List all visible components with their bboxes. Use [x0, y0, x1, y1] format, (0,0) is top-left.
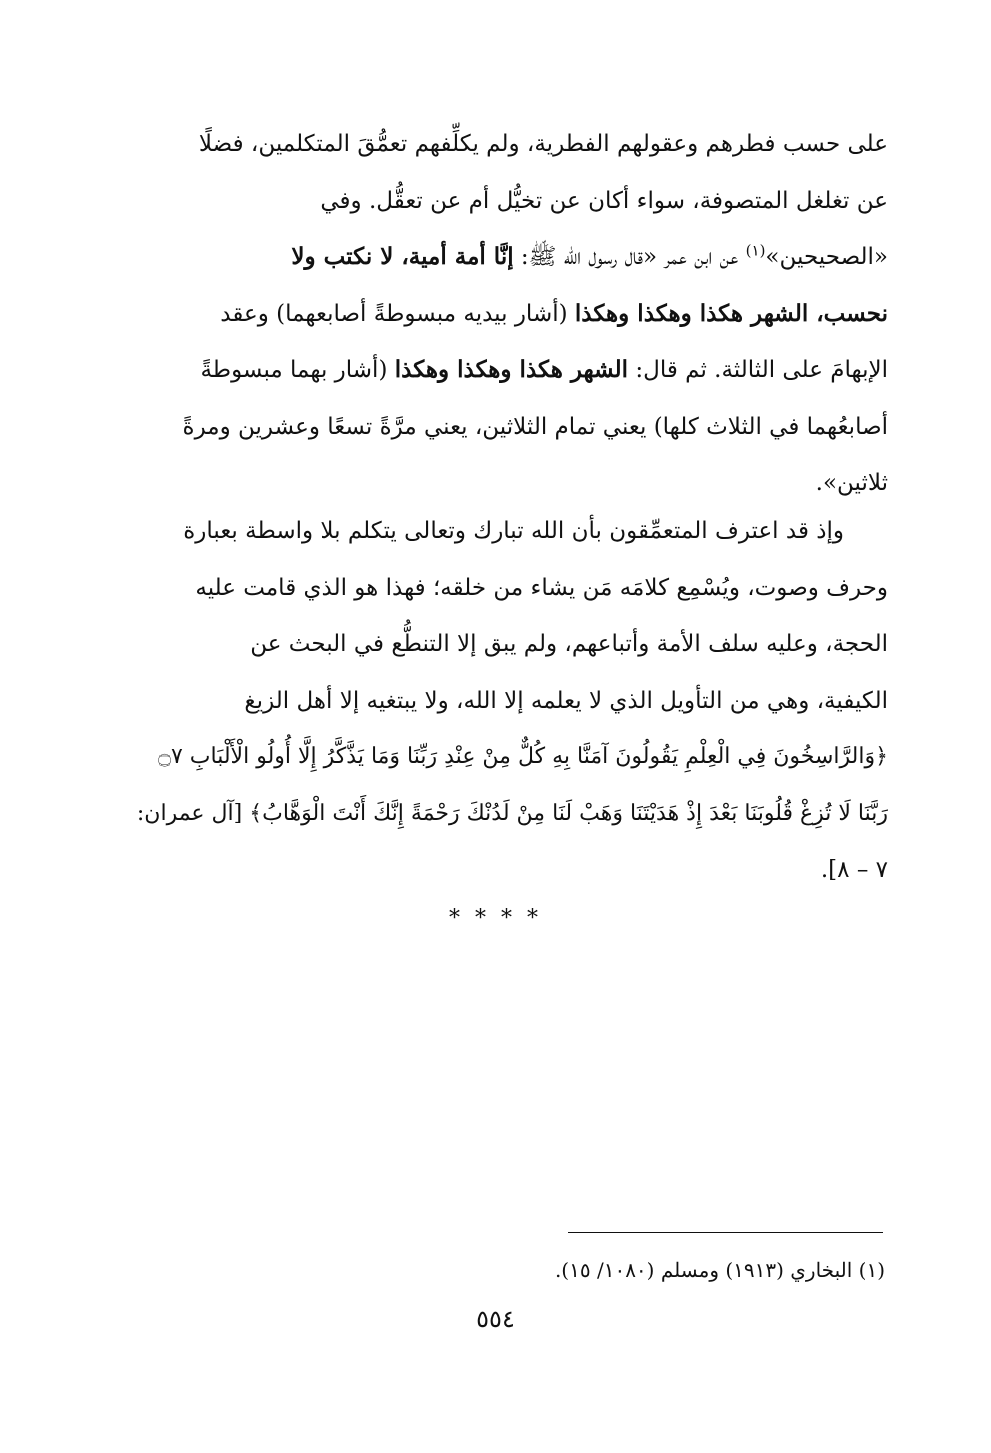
text-line: وحرف وصوت، ويُسْمِع كلامَه مَن يشاء من خلقه؛ فهذا هو الذي قامت عليه	[195, 574, 888, 601]
text-line	[100, 342, 888, 399]
section-separator: * * * *	[449, 906, 542, 931]
text-line	[100, 286, 888, 343]
text-line: الكيفية، وهي من التأويل الذي لا يعلمه إلا الله، ولا يبتغيه إلا أهل الزيغ	[244, 687, 888, 714]
verse-citation-end: ٧ – ٨].	[820, 857, 888, 883]
quran-verse-line	[100, 786, 888, 843]
text-line: عن تغلغل المتصوفة، سواء أكان عن تخيُّل أم عن تعقُّل. وفي	[320, 187, 888, 214]
verse-citation: [آل عمران:	[136, 800, 250, 826]
text-segment: (أشار بيديه مبسوطةً أصابعهما) وعقد	[220, 300, 575, 327]
hadith-quote-bold: نحسب، الشهر هكذا وهكذا وهكذا	[574, 299, 888, 327]
text-line: وإذ قد اعترف المتعمِّقون بأن الله تبارك وتعالى يتكلم بلا واسطة بعبارة	[183, 518, 844, 544]
hadith-quote-bold: الشهر هكذا وهكذا وهكذا	[394, 356, 629, 383]
paragraph-1	[100, 116, 888, 512]
text-line	[100, 229, 888, 286]
footnote: (١) البخاري (١٩١٣) ومسلم (١٠٨٠/ ١٥).	[554, 1258, 885, 1282]
text-segment: الإبهامَ على الثالثة. ثم قال:	[628, 357, 888, 383]
text-line: ثلاثين».	[815, 470, 888, 496]
quran-verse: رَبَّنَا لَا تُزِغْ قُلُوبَنَا بَعْدَ إِذْ هَدَيْتَنَا وَهَبْ لَنَا مِنْ لَدُنْكَ رَحْمَةً إِنَّكَ أَنْتَ الْوَهَّابُ﴾	[249, 800, 888, 826]
text-line: الحجة، وعليه سلف الأمة وأتباعهم، ولم يبق إلا التنطُّع في البحث عن	[250, 631, 888, 657]
text-line: أصابعُهما في الثلاث كلها) يعني تمام الثلاثين، يعني مرَّةً تسعًا وعشرين ومرةً	[182, 413, 888, 440]
text-line: على حسب فطرهم وعقولهم الفطرية، ولم يكلِّفهم تعمُّقَ المتكلمين، فضلًا	[198, 131, 888, 157]
text-segment: (أشار بهما مبسوطةً	[200, 357, 395, 383]
quran-verse-line: ﴿وَالرَّاسِخُونَ فِي الْعِلْمِ يَقُولُونَ آمَنَّا بِهِ كُلٌّ مِنْ عِنْدِ رَبِّنَا وَمَا يَذَّكَّرُ إِلَّا أُولُو الْأَلْبَابِ ۝٧	[158, 744, 888, 769]
book-title: «الصحيحين»	[765, 244, 888, 270]
page-number: ٥٥٤	[476, 1305, 515, 1333]
footnote-reference[interactable]: (١)	[745, 241, 766, 260]
text-segment: عن ابن عمر «قال رسول الله ﷺ:	[513, 244, 746, 270]
hadith-quote-bold: إنَّا أمة أمية، لا نكتب ولا	[291, 243, 514, 270]
footnote-divider	[568, 1232, 883, 1233]
paragraph-2	[100, 503, 888, 899]
